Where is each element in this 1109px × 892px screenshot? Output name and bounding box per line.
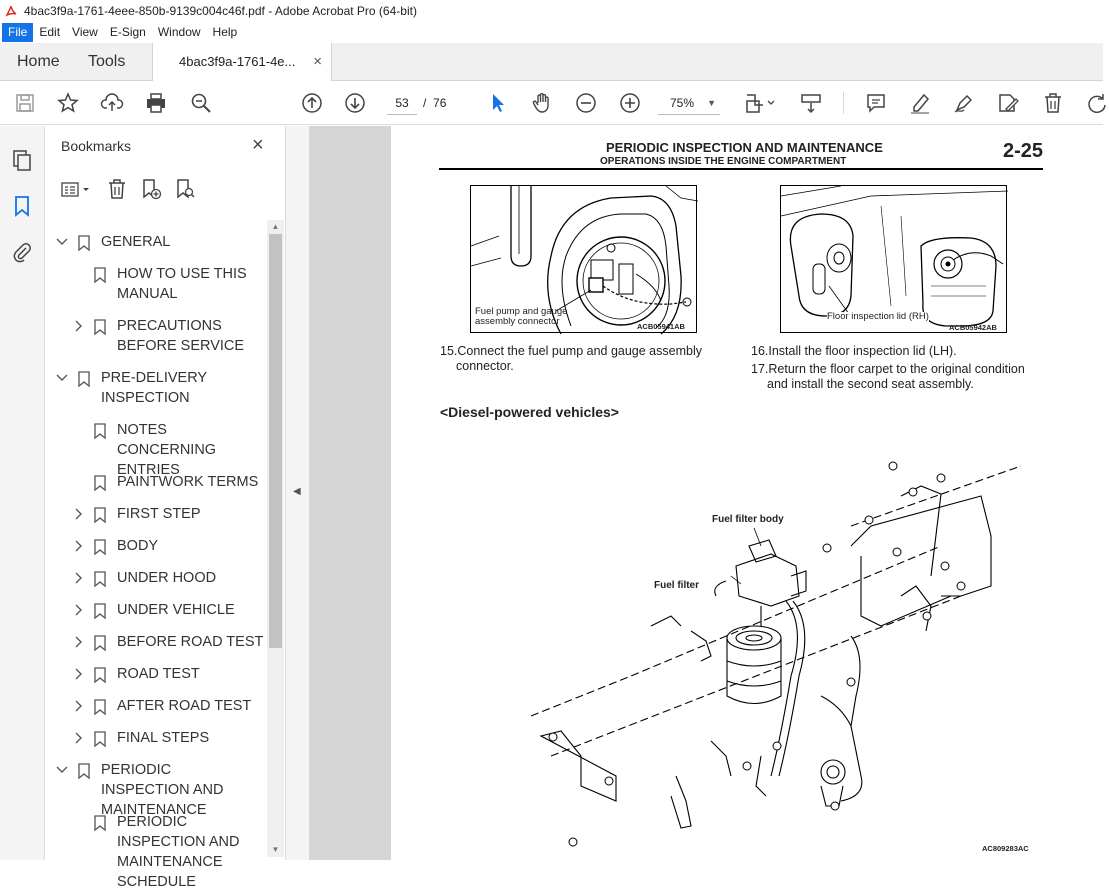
section-heading: <Diesel-powered vehicles>: [440, 404, 619, 420]
zoom-out-icon[interactable]: [574, 91, 598, 115]
step-15-line1: 15.Connect the fuel pump and gauge assembly: [440, 344, 702, 358]
chevron-right-icon[interactable]: [71, 536, 85, 556]
bookmarks-scrollbar[interactable]: [267, 220, 284, 857]
bookmark-label: AFTER ROAD TEST: [117, 698, 252, 714]
tab-home[interactable]: Home: [17, 53, 60, 70]
tab-document[interactable]: [152, 43, 332, 82]
bookmark-label: PERIODIC INSPECTION AND MAINTENANCE SCHEDULE: [117, 814, 240, 890]
chevron-right-icon[interactable]: [71, 316, 85, 336]
comment-icon[interactable]: [864, 91, 888, 115]
bookmark-item[interactable]: [45, 696, 270, 716]
bookmark-label: UNDER HOOD: [117, 570, 217, 586]
star-icon[interactable]: [56, 91, 80, 115]
figure1-caption-line2: assembly connector: [475, 316, 560, 327]
bookmark-item[interactable]: [45, 264, 270, 304]
bookmarks-tree: [45, 220, 270, 890]
attachments-icon[interactable]: [10, 240, 34, 264]
chevron-right-icon[interactable]: [71, 600, 85, 620]
bookmark-item[interactable]: [45, 316, 270, 356]
delete-trash-icon[interactable]: [1041, 91, 1065, 115]
menu-esign[interactable]: E-Sign: [109, 25, 146, 39]
bookmark-icon: [94, 635, 106, 651]
pdf-page: [391, 126, 1103, 860]
label-fuel-filter-body: Fuel filter body: [712, 514, 784, 525]
bookmark-item[interactable]: [45, 600, 270, 620]
left-navigation-rail: [0, 126, 45, 860]
edit-text-icon[interactable]: [996, 91, 1020, 115]
bookmark-item[interactable]: [45, 632, 270, 652]
chevron-right-icon[interactable]: [71, 664, 85, 684]
bookmark-icon: [94, 667, 106, 683]
bookmark-item[interactable]: [45, 664, 270, 684]
bookmark-item[interactable]: [45, 504, 270, 524]
save-icon[interactable]: [13, 91, 37, 115]
print-icon[interactable]: [144, 91, 168, 115]
chevron-down-icon[interactable]: [55, 232, 69, 252]
main-toolbar: [0, 81, 1103, 125]
bookmark-icon: [94, 539, 106, 555]
bookmark-label: UNDER VEHICLE: [117, 602, 235, 618]
current-page-input[interactable]: 53: [387, 91, 417, 115]
step-16: 16.Install the floor inspection lid (LH).: [751, 344, 957, 358]
bookmark-label: FINAL STEPS: [117, 730, 210, 746]
bookmark-item[interactable]: [45, 472, 270, 492]
chevron-right-icon[interactable]: [71, 632, 85, 652]
close-icon[interactable]: ×: [252, 134, 264, 156]
chevron-down-icon: ▼: [707, 98, 716, 108]
bookmarks-toolbar: [59, 178, 197, 202]
bookmark-label: PERIODIC INSPECTION AND MAINTENANCE: [101, 762, 224, 818]
bookmark-item[interactable]: [45, 536, 270, 556]
share-upload-icon[interactable]: [100, 91, 124, 115]
scroll-down-icon[interactable]: ▼: [271, 845, 280, 854]
page-header-title: PERIODIC INSPECTION AND MAINTENANCE: [606, 140, 883, 155]
tab-tools[interactable]: Tools: [88, 53, 126, 70]
panel-splitter[interactable]: [285, 126, 309, 860]
chevron-down-icon[interactable]: [55, 760, 69, 780]
rotate-icon[interactable]: [1085, 91, 1109, 115]
bookmark-label: PRE-DELIVERY INSPECTION: [101, 370, 207, 406]
delete-bookmark-icon[interactable]: [105, 177, 129, 204]
collapse-panel-icon[interactable]: ◀: [293, 486, 301, 497]
toolbar-divider: [843, 92, 844, 114]
menu-view[interactable]: View: [72, 25, 98, 39]
bookmark-icon: [94, 603, 106, 619]
bookmark-label: BODY: [117, 538, 159, 554]
previous-page-icon[interactable]: [300, 91, 324, 115]
page-fit-icon[interactable]: [743, 91, 779, 115]
bookmark-icon: [94, 423, 106, 439]
chevron-right-icon[interactable]: [71, 728, 85, 748]
bookmark-icon: [78, 371, 90, 387]
title-bar: [0, 0, 1103, 22]
figure3-code: AC809283AC: [982, 844, 1029, 853]
chevron-down-icon[interactable]: [55, 368, 69, 388]
figure2-code: ACB05942AB: [949, 323, 997, 332]
document-viewport[interactable]: [309, 126, 1103, 860]
figure1-caption-line1: Fuel pump and gauge: [475, 306, 568, 317]
menu-window[interactable]: Window: [157, 25, 201, 39]
scrollbar-thumb[interactable]: [269, 234, 282, 648]
zoom-search-icon[interactable]: [189, 91, 213, 115]
header-rule: [439, 168, 1043, 170]
bookmark-icon: [94, 267, 106, 283]
bookmark-icon: [94, 507, 106, 523]
tab-document-label: 4bac3f9a-1761-4e...: [179, 54, 296, 69]
bookmark-icon: [94, 475, 106, 491]
step-17-line1: 17.Return the floor carpet to the original condition: [751, 362, 1025, 376]
figure-floor-inspection-lid: [780, 185, 1007, 333]
page-separator: /: [423, 96, 427, 110]
zoom-value: 75%: [670, 96, 695, 110]
zoom-level-select[interactable]: [658, 91, 720, 115]
bookmark-item[interactable]: [45, 420, 270, 478]
bookmark-label: NOTES CONCERNING ENTRIES: [117, 422, 217, 478]
page-count: [423, 91, 446, 115]
bookmarks-panel-title: Bookmarks: [61, 138, 132, 154]
bookmark-label: PAINTWORK TERMS: [117, 474, 259, 490]
bookmark-icon: [94, 815, 106, 831]
page-header-subtitle: OPERATIONS INSIDE THE ENGINE COMPARTMENT: [600, 156, 847, 167]
page-number-label: 2-25: [1003, 140, 1044, 162]
chevron-right-icon[interactable]: [71, 568, 85, 588]
bookmark-label: FIRST STEP: [117, 506, 201, 522]
bookmark-icon: [94, 731, 106, 747]
total-pages: 76: [433, 96, 447, 110]
tab-close-icon[interactable]: ×: [313, 53, 322, 70]
bookmark-label: GENERAL: [101, 234, 171, 250]
find-bookmark-icon[interactable]: [173, 177, 197, 204]
bookmark-label: PRECAUTIONS BEFORE SERVICE: [117, 318, 245, 354]
chevron-right-icon[interactable]: [71, 696, 85, 716]
menu-file[interactable]: File: [2, 23, 33, 42]
window-title: 4bac3f9a-1761-4eee-850b-9139c004c46f.pdf - Adobe Acrobat Pro (64-bit): [24, 4, 417, 18]
bookmark-item[interactable]: [45, 728, 270, 748]
step-17-line2: and install the second seat assembly.: [767, 377, 974, 391]
scroll-up-icon[interactable]: ▲: [271, 222, 280, 231]
menu-bar: [0, 22, 1103, 43]
select-cursor-icon[interactable]: [486, 91, 510, 115]
hand-tool-icon[interactable]: [530, 91, 554, 115]
bookmark-item[interactable]: [45, 760, 270, 818]
figure1-code: ACB05941AB: [637, 322, 685, 331]
step-15-line2: connector.: [456, 359, 514, 373]
menu-edit[interactable]: Edit: [39, 25, 61, 39]
bookmark-item[interactable]: [45, 232, 270, 252]
bookmark-icon: [94, 319, 106, 335]
zoom-in-icon[interactable]: [618, 91, 642, 115]
bookmark-icon: [78, 235, 90, 251]
bookmark-item[interactable]: [45, 812, 270, 892]
bookmark-label: ROAD TEST: [117, 666, 200, 682]
bookmarks-icon[interactable]: [10, 194, 34, 218]
acrobat-logo-icon: [4, 4, 18, 18]
scroll-mode-icon[interactable]: [799, 91, 823, 115]
chevron-right-icon[interactable]: [71, 504, 85, 524]
bookmark-item[interactable]: [45, 368, 270, 408]
figure2-caption: Floor inspection lid (RH): [827, 311, 929, 322]
bookmark-label: BEFORE ROAD TEST: [117, 634, 264, 650]
page-thumbnails-icon[interactable]: [10, 148, 34, 172]
label-fuel-filter: Fuel filter: [654, 580, 700, 591]
menu-help[interactable]: Help: [212, 25, 238, 39]
bookmark-icon: [94, 699, 106, 715]
figure-fuel-pump-connector: [470, 185, 697, 333]
highlight-pen-icon[interactable]: [908, 91, 932, 115]
bookmarks-panel: [45, 126, 285, 890]
bookmark-label: HOW TO USE THIS MANUAL: [117, 266, 247, 302]
bookmark-item[interactable]: [45, 568, 270, 588]
bookmark-icon: [78, 763, 90, 779]
bookmark-icon: [94, 571, 106, 587]
new-bookmark-icon[interactable]: [139, 177, 163, 204]
tab-bar: [0, 43, 1103, 81]
next-page-icon[interactable]: [343, 91, 367, 115]
draw-pen-icon[interactable]: [952, 91, 976, 115]
bookmark-options-icon[interactable]: [59, 177, 95, 204]
